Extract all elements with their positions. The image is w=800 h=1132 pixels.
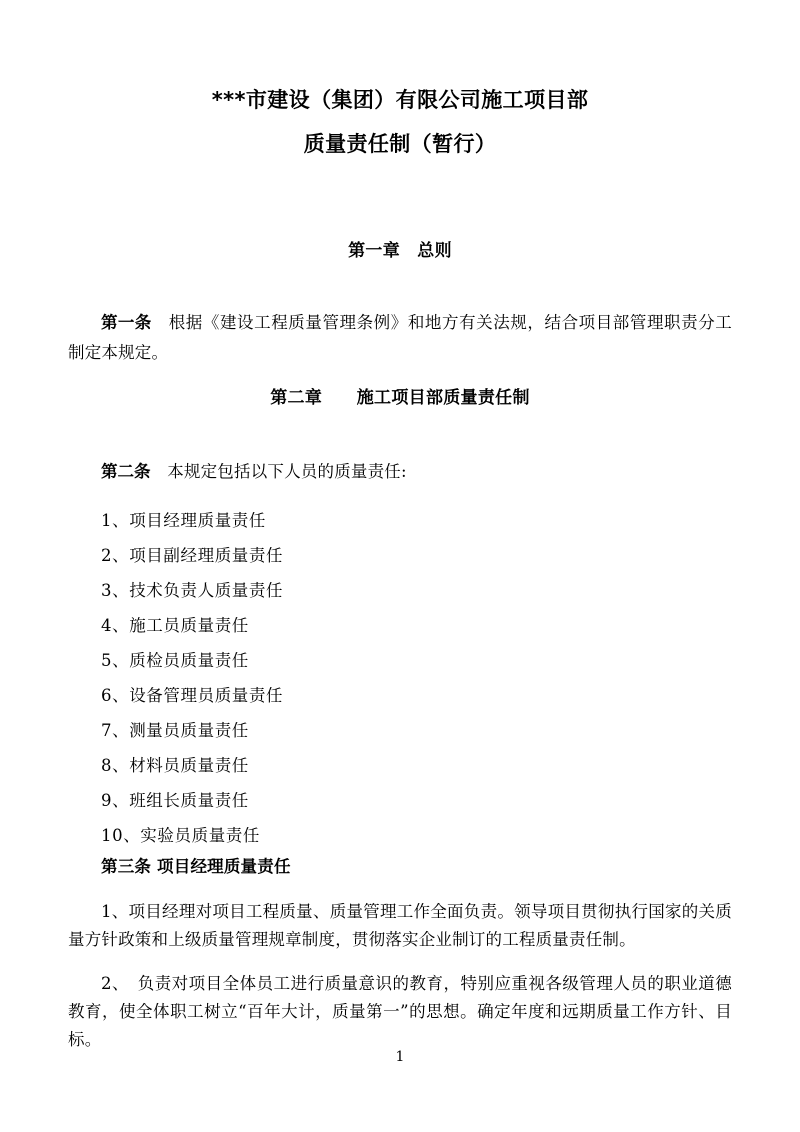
page-footer xyxy=(0,1046,800,1066)
article-3-paragraph-2: 2、 负责对项目全体员工进行质量意识的教育，特别应重视各级管理人员的职业道德教育，使全体职工树立“百年大计，质量第一”的思想。确定年度和远期质量工作方针、目标。 xyxy=(68,974,732,1049)
list-item: 7、测量员质量责任 xyxy=(101,721,249,740)
document-title-line-1: ***市建设（集团）有限公司施工项目部 xyxy=(211,88,589,112)
article-3-heading: 第三条 项目经理质量责任 xyxy=(101,857,291,876)
page-number: 1 xyxy=(395,1049,405,1065)
document-title-line-2: 质量责任制（暂行） xyxy=(303,132,497,156)
article-3-paragraph-1: 1、项目经理对项目工程质量、质量管理工作全面负责。领导项目贯彻执行国家的关质量方针政策和上级质量管理规章制度，贯彻落实企业制订的工程质量责任制。 xyxy=(68,901,732,949)
list-item: 4、施工员质量责任 xyxy=(101,616,249,635)
article-1-text: 根据《建设工程质量管理条例》和地方有关法规，结合项目部管理职责分工制定本规定。 xyxy=(68,313,732,362)
list-item: 3、技术负责人质量责任 xyxy=(101,581,284,600)
list-item: 6、设备管理员质量责任 xyxy=(101,686,284,705)
article-2-paragraph xyxy=(68,457,732,487)
list-item: 2、项目副经理质量责任 xyxy=(101,546,284,565)
list-item: 8、材料员质量责任 xyxy=(101,756,249,775)
responsibility-list xyxy=(68,503,732,853)
chapter-heading-2: 第二章 施工项目部质量责任制 xyxy=(270,387,530,408)
article-1-label: 第一条 xyxy=(101,313,152,332)
article-1-paragraph xyxy=(68,308,732,368)
article-2-text: 本规定包括以下人员的质量责任: xyxy=(150,461,407,481)
list-item: 9、班组长质量责任 xyxy=(101,791,249,810)
list-item: 10、实验员质量责任 xyxy=(101,826,260,845)
chapter-heading-1: 第一章 总则 xyxy=(348,241,452,261)
document-title xyxy=(68,0,732,166)
document-body xyxy=(68,0,732,1071)
list-item: 5、质检员质量责任 xyxy=(101,651,249,670)
list-item: 1、项目经理质量责任 xyxy=(101,511,266,530)
article-2-label: 第二条 xyxy=(101,461,151,481)
